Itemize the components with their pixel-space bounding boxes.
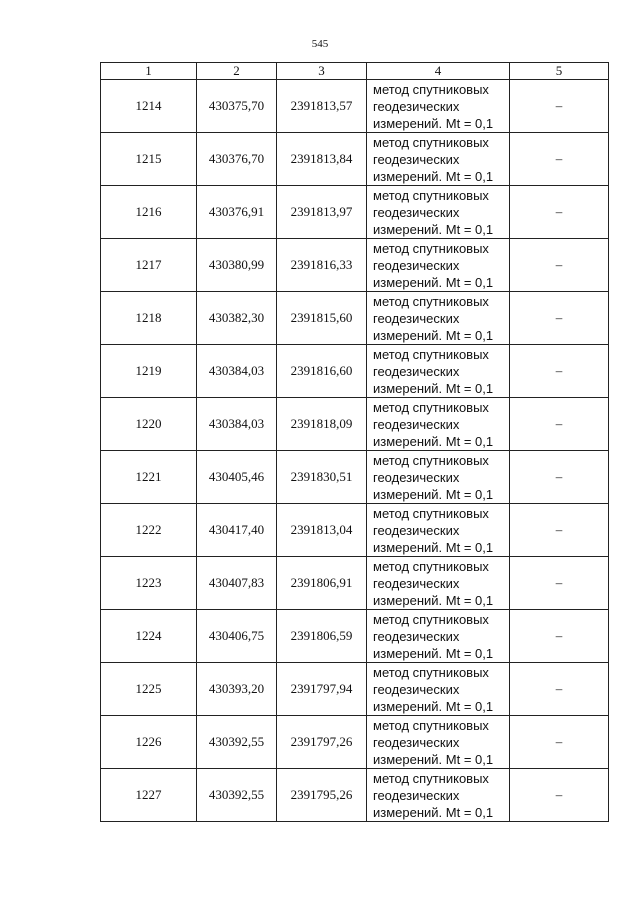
table-row [101,80,609,133]
method-line-2: геодезических [373,522,460,538]
y-coordinate: 2391818,09 [277,398,367,451]
y-coordinate: 2391815,60 [277,292,367,345]
y-coordinate: 2391797,26 [277,716,367,769]
x-coordinate: 430382,30 [197,292,277,345]
method-description [367,239,510,292]
column-5-value: – [510,398,609,451]
method-description [367,504,510,557]
y-coordinate: 2391806,59 [277,610,367,663]
method-line-1: метод спутниковых [373,505,489,521]
method-line-1: метод спутниковых [373,452,489,468]
table-row [101,451,609,504]
y-coordinate: 2391813,84 [277,133,367,186]
method-line-3: измерений. Mt = 0,1 [373,168,494,184]
method-line-2: геодезических [373,787,460,803]
method-line-3: измерений. Mt = 0,1 [373,433,494,449]
method-line-2: геодезических [373,681,460,697]
method-line-1: метод спутниковых [373,293,489,309]
column-5-value: – [510,345,609,398]
point-number: 1220 [101,398,197,451]
method-line-3: измерений. Mt = 0,1 [373,592,494,608]
method-line-3: измерений. Mt = 0,1 [373,380,494,396]
table-row [101,292,609,345]
y-coordinate: 2391795,26 [277,769,367,822]
method-description [367,663,510,716]
point-number: 1223 [101,557,197,610]
column-header-4: 4 [367,63,510,80]
method-description [367,292,510,345]
column-5-value: – [510,610,609,663]
column-5-value: – [510,186,609,239]
method-line-2: геодезических [373,151,460,167]
table-row [101,133,609,186]
method-line-3: измерений. Mt = 0,1 [373,115,494,131]
point-number: 1226 [101,716,197,769]
y-coordinate: 2391806,91 [277,557,367,610]
point-number: 1216 [101,186,197,239]
method-line-1: метод спутниковых [373,240,489,256]
method-line-3: измерений. Mt = 0,1 [373,221,494,237]
point-number: 1215 [101,133,197,186]
x-coordinate: 430405,46 [197,451,277,504]
method-line-2: геодезических [373,204,460,220]
y-coordinate: 2391816,33 [277,239,367,292]
x-coordinate: 430392,55 [197,769,277,822]
method-description [367,80,510,133]
table-row [101,239,609,292]
column-5-value: – [510,80,609,133]
y-coordinate: 2391813,57 [277,80,367,133]
method-description [367,557,510,610]
method-line-2: геодезических [373,734,460,750]
column-5-value: – [510,451,609,504]
table-row [101,557,609,610]
page-number: 545 [311,38,329,50]
method-line-1: метод спутниковых [373,611,489,627]
column-5-value: – [510,716,609,769]
point-number: 1217 [101,239,197,292]
x-coordinate: 430376,70 [197,133,277,186]
method-line-1: метод спутниковых [373,187,489,203]
method-line-2: геодезических [373,98,460,114]
x-coordinate: 430376,91 [197,186,277,239]
method-description [367,769,510,822]
x-coordinate: 430417,40 [197,504,277,557]
method-description [367,451,510,504]
column-5-value: – [510,292,609,345]
column-header-2: 2 [197,63,277,80]
method-line-1: метод спутниковых [373,770,489,786]
y-coordinate: 2391797,94 [277,663,367,716]
method-line-2: геодезических [373,628,460,644]
method-line-1: метод спутниковых [373,717,489,733]
table-row [101,398,609,451]
column-5-value: – [510,239,609,292]
method-description [367,398,510,451]
point-number: 1214 [101,80,197,133]
column-5-value: – [510,663,609,716]
point-number: 1221 [101,451,197,504]
method-line-3: измерений. Mt = 0,1 [373,804,494,820]
method-line-2: геодезических [373,575,460,591]
method-line-1: метод спутниковых [373,346,489,362]
point-number: 1218 [101,292,197,345]
method-description [367,716,510,769]
point-number: 1225 [101,663,197,716]
method-line-1: метод спутниковых [373,558,489,574]
table-row [101,769,609,822]
table-row [101,186,609,239]
method-line-3: измерений. Mt = 0,1 [373,274,494,290]
x-coordinate: 430406,75 [197,610,277,663]
column-5-value: – [510,557,609,610]
table-row [101,345,609,398]
point-number: 1222 [101,504,197,557]
y-coordinate: 2391830,51 [277,451,367,504]
x-coordinate: 430384,03 [197,398,277,451]
x-coordinate: 430380,99 [197,239,277,292]
method-line-1: метод спутниковых [373,664,489,680]
method-line-2: геодезических [373,363,460,379]
method-description [367,133,510,186]
table-row [101,716,609,769]
method-line-1: метод спутниковых [373,134,489,150]
method-line-2: геодезических [373,310,460,326]
method-line-3: измерений. Mt = 0,1 [373,698,494,714]
method-line-1: метод спутниковых [373,399,489,415]
method-line-3: измерений. Mt = 0,1 [373,327,494,343]
method-line-3: измерений. Mt = 0,1 [373,645,494,661]
table-header-row [101,63,609,80]
method-description [367,345,510,398]
table-row [101,663,609,716]
y-coordinate: 2391816,60 [277,345,367,398]
x-coordinate: 430375,70 [197,80,277,133]
x-coordinate: 430407,83 [197,557,277,610]
method-line-3: измерений. Mt = 0,1 [373,486,494,502]
column-header-3: 3 [277,63,367,80]
point-number: 1219 [101,345,197,398]
point-number: 1224 [101,610,197,663]
y-coordinate: 2391813,97 [277,186,367,239]
x-coordinate: 430392,55 [197,716,277,769]
column-5-value: – [510,133,609,186]
method-line-1: метод спутниковых [373,81,489,97]
method-line-3: измерений. Mt = 0,1 [373,751,494,767]
method-line-2: геодезических [373,416,460,432]
y-coordinate: 2391813,04 [277,504,367,557]
method-description [367,610,510,663]
method-description [367,186,510,239]
x-coordinate: 430393,20 [197,663,277,716]
column-header-1: 1 [101,63,197,80]
method-line-2: геодезических [373,469,460,485]
column-header-5: 5 [510,63,609,80]
column-5-value: – [510,769,609,822]
table-row [101,610,609,663]
point-number: 1227 [101,769,197,822]
table-row [101,504,609,557]
column-5-value: – [510,504,609,557]
method-line-2: геодезических [373,257,460,273]
method-line-3: измерений. Mt = 0,1 [373,539,494,555]
coordinates-table [100,62,609,822]
x-coordinate: 430384,03 [197,345,277,398]
